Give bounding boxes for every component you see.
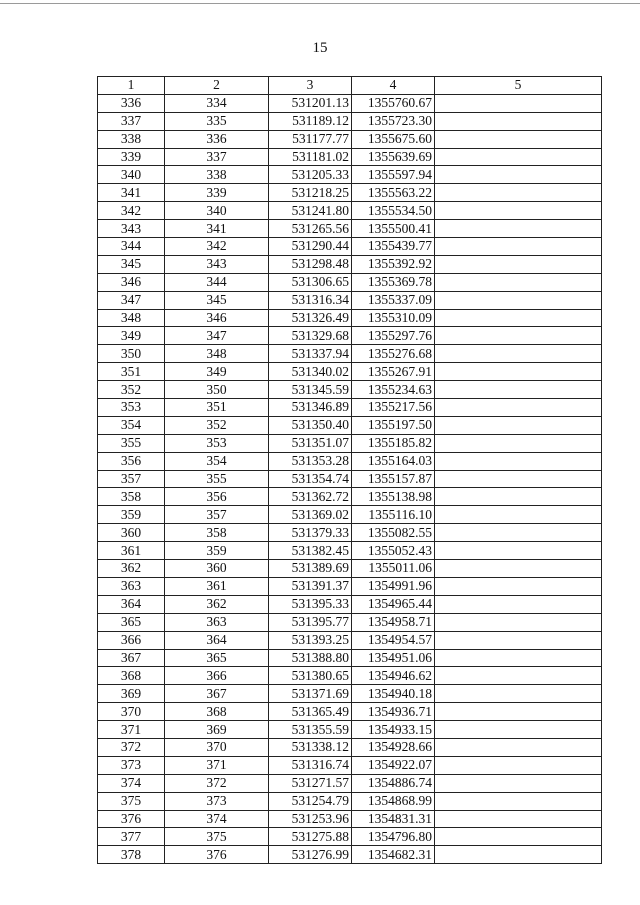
table-row	[98, 721, 602, 739]
x-coordinate-cell: 531276.99	[269, 846, 352, 864]
point-id-cell: 348	[165, 345, 269, 363]
note-cell	[435, 130, 602, 148]
note-cell	[435, 148, 602, 166]
y-coordinate-cell: 1355723.30	[352, 112, 435, 130]
point-number-cell: 360	[98, 524, 165, 542]
note-cell	[435, 667, 602, 685]
y-coordinate-cell: 1354868.99	[352, 792, 435, 810]
y-coordinate-cell: 1355760.67	[352, 94, 435, 112]
point-id-cell: 343	[165, 255, 269, 273]
note-cell	[435, 524, 602, 542]
point-number-cell: 345	[98, 255, 165, 273]
y-coordinate-cell: 1354886.74	[352, 774, 435, 792]
x-coordinate-cell: 531189.12	[269, 112, 352, 130]
table-row	[98, 738, 602, 756]
y-coordinate-cell: 1355369.78	[352, 273, 435, 291]
x-coordinate-cell: 531346.89	[269, 399, 352, 417]
point-number-cell: 347	[98, 291, 165, 309]
note-cell	[435, 846, 602, 864]
point-id-cell: 351	[165, 399, 269, 417]
x-coordinate-cell: 531329.68	[269, 327, 352, 345]
y-coordinate-cell: 1354965.44	[352, 595, 435, 613]
x-coordinate-cell: 531306.65	[269, 273, 352, 291]
note-cell	[435, 703, 602, 721]
x-coordinate-cell: 531388.80	[269, 649, 352, 667]
y-coordinate-cell: 1355534.50	[352, 202, 435, 220]
note-cell	[435, 309, 602, 327]
point-id-cell: 344	[165, 273, 269, 291]
point-id-cell: 359	[165, 542, 269, 560]
point-number-cell: 343	[98, 220, 165, 238]
point-number-cell: 367	[98, 649, 165, 667]
point-number-cell: 375	[98, 792, 165, 810]
y-coordinate-cell: 1354928.66	[352, 738, 435, 756]
point-number-cell: 374	[98, 774, 165, 792]
note-cell	[435, 738, 602, 756]
y-coordinate-cell: 1355217.56	[352, 399, 435, 417]
y-coordinate-cell: 1355310.09	[352, 309, 435, 327]
y-coordinate-cell: 1355052.43	[352, 542, 435, 560]
table-row	[98, 506, 602, 524]
x-coordinate-cell: 531254.79	[269, 792, 352, 810]
point-number-cell: 359	[98, 506, 165, 524]
point-id-cell: 349	[165, 363, 269, 381]
x-coordinate-cell: 531316.74	[269, 756, 352, 774]
y-coordinate-cell: 1354933.15	[352, 721, 435, 739]
point-number-cell: 337	[98, 112, 165, 130]
note-cell	[435, 577, 602, 595]
y-coordinate-cell: 1354922.07	[352, 756, 435, 774]
note-cell	[435, 238, 602, 256]
table-row	[98, 327, 602, 345]
note-cell	[435, 721, 602, 739]
table-row	[98, 434, 602, 452]
x-coordinate-cell: 531393.25	[269, 631, 352, 649]
point-id-cell: 355	[165, 470, 269, 488]
table-row	[98, 273, 602, 291]
x-coordinate-cell: 531271.57	[269, 774, 352, 792]
point-number-cell: 370	[98, 703, 165, 721]
point-id-cell: 366	[165, 667, 269, 685]
point-id-cell: 374	[165, 810, 269, 828]
table-row	[98, 667, 602, 685]
table-row	[98, 309, 602, 327]
note-cell	[435, 792, 602, 810]
table-body	[98, 94, 602, 863]
y-coordinate-cell: 1355439.77	[352, 238, 435, 256]
y-coordinate-cell: 1354954.57	[352, 631, 435, 649]
table-row	[98, 363, 602, 381]
point-number-cell: 361	[98, 542, 165, 560]
point-number-cell: 340	[98, 166, 165, 184]
top-rule	[0, 3, 640, 4]
y-coordinate-cell: 1355392.92	[352, 255, 435, 273]
y-coordinate-cell: 1355675.60	[352, 130, 435, 148]
note-cell	[435, 327, 602, 345]
point-id-cell: 375	[165, 828, 269, 846]
table-row	[98, 488, 602, 506]
note-cell	[435, 774, 602, 792]
table-row	[98, 828, 602, 846]
y-coordinate-cell: 1355157.87	[352, 470, 435, 488]
x-coordinate-cell: 531350.40	[269, 416, 352, 434]
point-id-cell: 373	[165, 792, 269, 810]
point-number-cell: 365	[98, 613, 165, 631]
note-cell	[435, 220, 602, 238]
note-cell	[435, 828, 602, 846]
y-coordinate-cell: 1354951.06	[352, 649, 435, 667]
note-cell	[435, 649, 602, 667]
point-number-cell: 349	[98, 327, 165, 345]
y-coordinate-cell: 1355500.41	[352, 220, 435, 238]
x-coordinate-cell: 531241.80	[269, 202, 352, 220]
point-id-cell: 337	[165, 148, 269, 166]
table-row	[98, 846, 602, 864]
point-id-cell: 346	[165, 309, 269, 327]
point-number-cell: 372	[98, 738, 165, 756]
y-coordinate-cell: 1355197.50	[352, 416, 435, 434]
point-id-cell: 358	[165, 524, 269, 542]
note-cell	[435, 416, 602, 434]
y-coordinate-cell: 1355164.03	[352, 452, 435, 470]
note-cell	[435, 613, 602, 631]
x-coordinate-cell: 531389.69	[269, 560, 352, 578]
y-coordinate-cell: 1355082.55	[352, 524, 435, 542]
x-coordinate-cell: 531395.77	[269, 613, 352, 631]
table-row	[98, 291, 602, 309]
x-coordinate-cell: 531351.07	[269, 434, 352, 452]
note-cell	[435, 595, 602, 613]
table-row	[98, 381, 602, 399]
table-row	[98, 184, 602, 202]
point-id-cell: 350	[165, 381, 269, 399]
point-number-cell: 350	[98, 345, 165, 363]
table-row	[98, 202, 602, 220]
x-coordinate-cell: 531362.72	[269, 488, 352, 506]
table-row	[98, 399, 602, 417]
x-coordinate-cell: 531290.44	[269, 238, 352, 256]
y-coordinate-cell: 1355011.06	[352, 560, 435, 578]
column-header-5: 5	[435, 77, 602, 95]
point-id-cell: 365	[165, 649, 269, 667]
x-coordinate-cell: 531391.37	[269, 577, 352, 595]
note-cell	[435, 291, 602, 309]
note-cell	[435, 470, 602, 488]
table-row	[98, 524, 602, 542]
table-row	[98, 810, 602, 828]
table-row	[98, 774, 602, 792]
point-number-cell: 354	[98, 416, 165, 434]
x-coordinate-cell: 531253.96	[269, 810, 352, 828]
point-number-cell: 357	[98, 470, 165, 488]
x-coordinate-cell: 531345.59	[269, 381, 352, 399]
y-coordinate-cell: 1355234.63	[352, 381, 435, 399]
note-cell	[435, 94, 602, 112]
table-row	[98, 756, 602, 774]
point-id-cell: 370	[165, 738, 269, 756]
point-id-cell: 338	[165, 166, 269, 184]
x-coordinate-cell: 531205.33	[269, 166, 352, 184]
y-coordinate-cell: 1355185.82	[352, 434, 435, 452]
table-row	[98, 560, 602, 578]
x-coordinate-cell: 531371.69	[269, 685, 352, 703]
x-coordinate-cell: 531337.94	[269, 345, 352, 363]
y-coordinate-cell: 1354946.62	[352, 667, 435, 685]
note-cell	[435, 756, 602, 774]
point-number-cell: 346	[98, 273, 165, 291]
point-id-cell: 364	[165, 631, 269, 649]
column-header-4: 4	[352, 77, 435, 95]
table-row	[98, 130, 602, 148]
table-row	[98, 792, 602, 810]
point-number-cell: 344	[98, 238, 165, 256]
note-cell	[435, 685, 602, 703]
x-coordinate-cell: 531181.02	[269, 148, 352, 166]
table-row	[98, 112, 602, 130]
x-coordinate-cell: 531265.56	[269, 220, 352, 238]
note-cell	[435, 112, 602, 130]
table-row	[98, 685, 602, 703]
y-coordinate-cell: 1355563.22	[352, 184, 435, 202]
point-number-cell: 355	[98, 434, 165, 452]
point-id-cell: 360	[165, 560, 269, 578]
point-id-cell: 342	[165, 238, 269, 256]
x-coordinate-cell: 531316.34	[269, 291, 352, 309]
x-coordinate-cell: 531340.02	[269, 363, 352, 381]
point-number-cell: 371	[98, 721, 165, 739]
note-cell	[435, 166, 602, 184]
x-coordinate-cell: 531380.65	[269, 667, 352, 685]
point-id-cell: 357	[165, 506, 269, 524]
point-id-cell: 340	[165, 202, 269, 220]
point-number-cell: 342	[98, 202, 165, 220]
y-coordinate-cell: 1354940.18	[352, 685, 435, 703]
table-row	[98, 542, 602, 560]
y-coordinate-cell: 1354991.96	[352, 577, 435, 595]
point-number-cell: 373	[98, 756, 165, 774]
table-row	[98, 220, 602, 238]
point-id-cell: 376	[165, 846, 269, 864]
point-id-cell: 367	[165, 685, 269, 703]
y-coordinate-cell: 1355276.68	[352, 345, 435, 363]
column-header-1: 1	[98, 77, 165, 95]
note-cell	[435, 542, 602, 560]
x-coordinate-cell: 531338.12	[269, 738, 352, 756]
point-id-cell: 352	[165, 416, 269, 434]
point-id-cell: 341	[165, 220, 269, 238]
point-id-cell: 363	[165, 613, 269, 631]
table-row	[98, 703, 602, 721]
table-header-row	[98, 77, 602, 95]
x-coordinate-cell: 531275.88	[269, 828, 352, 846]
table-row	[98, 470, 602, 488]
y-coordinate-cell: 1355267.91	[352, 363, 435, 381]
point-id-cell: 335	[165, 112, 269, 130]
point-number-cell: 341	[98, 184, 165, 202]
point-number-cell: 362	[98, 560, 165, 578]
table-row	[98, 94, 602, 112]
point-number-cell: 376	[98, 810, 165, 828]
table-row	[98, 416, 602, 434]
table-row	[98, 649, 602, 667]
column-header-2: 2	[165, 77, 269, 95]
y-coordinate-cell: 1355597.94	[352, 166, 435, 184]
x-coordinate-cell: 531177.77	[269, 130, 352, 148]
x-coordinate-cell: 531201.13	[269, 94, 352, 112]
y-coordinate-cell: 1354796.80	[352, 828, 435, 846]
coordinates-table	[97, 76, 602, 864]
point-id-cell: 345	[165, 291, 269, 309]
point-number-cell: 348	[98, 309, 165, 327]
table-row	[98, 613, 602, 631]
page-number: 15	[312, 40, 328, 56]
note-cell	[435, 363, 602, 381]
x-coordinate-cell: 531353.28	[269, 452, 352, 470]
y-coordinate-cell: 1355297.76	[352, 327, 435, 345]
table-row	[98, 255, 602, 273]
table-row	[98, 166, 602, 184]
point-number-cell: 353	[98, 399, 165, 417]
x-coordinate-cell: 531395.33	[269, 595, 352, 613]
note-cell	[435, 434, 602, 452]
note-cell	[435, 452, 602, 470]
note-cell	[435, 810, 602, 828]
point-id-cell: 369	[165, 721, 269, 739]
point-id-cell: 361	[165, 577, 269, 595]
note-cell	[435, 399, 602, 417]
x-coordinate-cell: 531326.49	[269, 309, 352, 327]
point-number-cell: 352	[98, 381, 165, 399]
x-coordinate-cell: 531382.45	[269, 542, 352, 560]
point-id-cell: 368	[165, 703, 269, 721]
table-row	[98, 631, 602, 649]
y-coordinate-cell: 1355138.98	[352, 488, 435, 506]
x-coordinate-cell: 531365.49	[269, 703, 352, 721]
point-id-cell: 362	[165, 595, 269, 613]
table-row	[98, 148, 602, 166]
point-number-cell: 336	[98, 94, 165, 112]
x-coordinate-cell: 531354.74	[269, 470, 352, 488]
table-row	[98, 452, 602, 470]
point-number-cell: 369	[98, 685, 165, 703]
note-cell	[435, 202, 602, 220]
point-id-cell: 353	[165, 434, 269, 452]
point-number-cell: 338	[98, 130, 165, 148]
point-id-cell: 372	[165, 774, 269, 792]
note-cell	[435, 255, 602, 273]
point-id-cell: 354	[165, 452, 269, 470]
y-coordinate-cell: 1355337.09	[352, 291, 435, 309]
note-cell	[435, 631, 602, 649]
point-number-cell: 366	[98, 631, 165, 649]
table-row	[98, 577, 602, 595]
point-id-cell: 356	[165, 488, 269, 506]
y-coordinate-cell: 1355639.69	[352, 148, 435, 166]
point-number-cell: 358	[98, 488, 165, 506]
y-coordinate-cell: 1354682.31	[352, 846, 435, 864]
note-cell	[435, 184, 602, 202]
y-coordinate-cell: 1354958.71	[352, 613, 435, 631]
point-id-cell: 347	[165, 327, 269, 345]
note-cell	[435, 506, 602, 524]
note-cell	[435, 345, 602, 363]
table-row	[98, 238, 602, 256]
note-cell	[435, 381, 602, 399]
point-id-cell: 334	[165, 94, 269, 112]
x-coordinate-cell: 531379.33	[269, 524, 352, 542]
x-coordinate-cell: 531355.59	[269, 721, 352, 739]
point-number-cell: 377	[98, 828, 165, 846]
point-number-cell: 364	[98, 595, 165, 613]
note-cell	[435, 488, 602, 506]
point-number-cell: 368	[98, 667, 165, 685]
x-coordinate-cell: 531369.02	[269, 506, 352, 524]
point-id-cell: 371	[165, 756, 269, 774]
note-cell	[435, 560, 602, 578]
point-number-cell: 363	[98, 577, 165, 595]
y-coordinate-cell: 1354831.31	[352, 810, 435, 828]
x-coordinate-cell: 531218.25	[269, 184, 352, 202]
y-coordinate-cell: 1354936.71	[352, 703, 435, 721]
table-row	[98, 595, 602, 613]
point-id-cell: 339	[165, 184, 269, 202]
point-id-cell: 336	[165, 130, 269, 148]
point-number-cell: 351	[98, 363, 165, 381]
table-row	[98, 345, 602, 363]
note-cell	[435, 273, 602, 291]
point-number-cell: 339	[98, 148, 165, 166]
y-coordinate-cell: 1355116.10	[352, 506, 435, 524]
x-coordinate-cell: 531298.48	[269, 255, 352, 273]
point-number-cell: 356	[98, 452, 165, 470]
column-header-3: 3	[269, 77, 352, 95]
point-number-cell: 378	[98, 846, 165, 864]
